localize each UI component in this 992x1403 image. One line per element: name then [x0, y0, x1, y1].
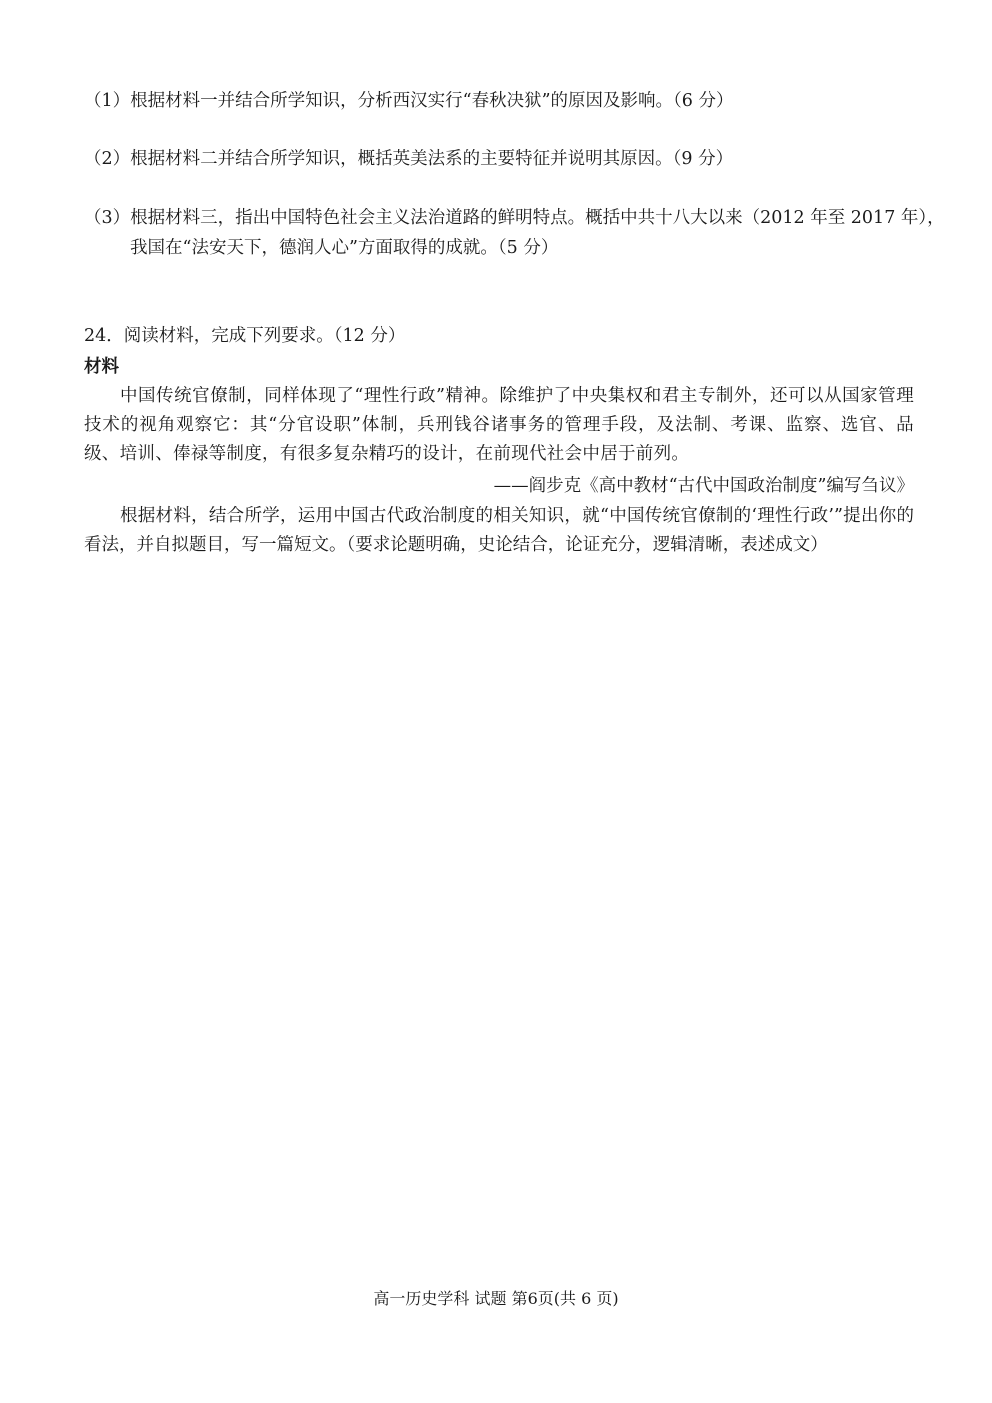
page-footer: 高一历史学科 试题 第6页(共 6 页): [373, 1289, 619, 1308]
question-3: （3）根据材料三，指出中国特色社会主义法治道路的鲜明特点。概括中共十八大以来（2012 年至 2017 年），我国在“法安天下，德润人心”方面取得的成就。（5 分）: [84, 208, 945, 258]
material-source: ——阎步克《高中教材“古代中国政治制度”编写刍议》: [493, 476, 914, 496]
material-text: 中国传统官僚制，同样体现了“理性行政”精神。除维护了中央集权和君主专制外，还可以从国家管理技术的视角观察它：其“分官设职”体制，兵刑钱谷诸事务的管理手段，及法制、考课、监察、选官、品级、培训、俸禄等制度，有很多复杂精巧的设计，在前现代社会中居于前列。: [84, 386, 914, 464]
question-2: （2）根据材料二并结合所学知识，概括英美法系的主要特征并说明其原因。（9 分）: [84, 149, 734, 169]
material-label: 材料: [84, 357, 119, 377]
question-24-task: 根据材料，结合所学，运用中国古代政治制度的相关知识，就“中国传统官僚制的‘理性行政’”提出你的看法，并自拟题目，写一篇短文。（要求论题明确，史论结合，论证充分，逻辑清晰，表述成文）: [84, 506, 914, 555]
question-1: （1）根据材料一并结合所学知识，分析西汉实行“春秋决狱”的原因及影响。（6 分）: [84, 91, 734, 111]
question-24-header: 24．阅读材料，完成下列要求。（12 分）: [84, 326, 406, 346]
